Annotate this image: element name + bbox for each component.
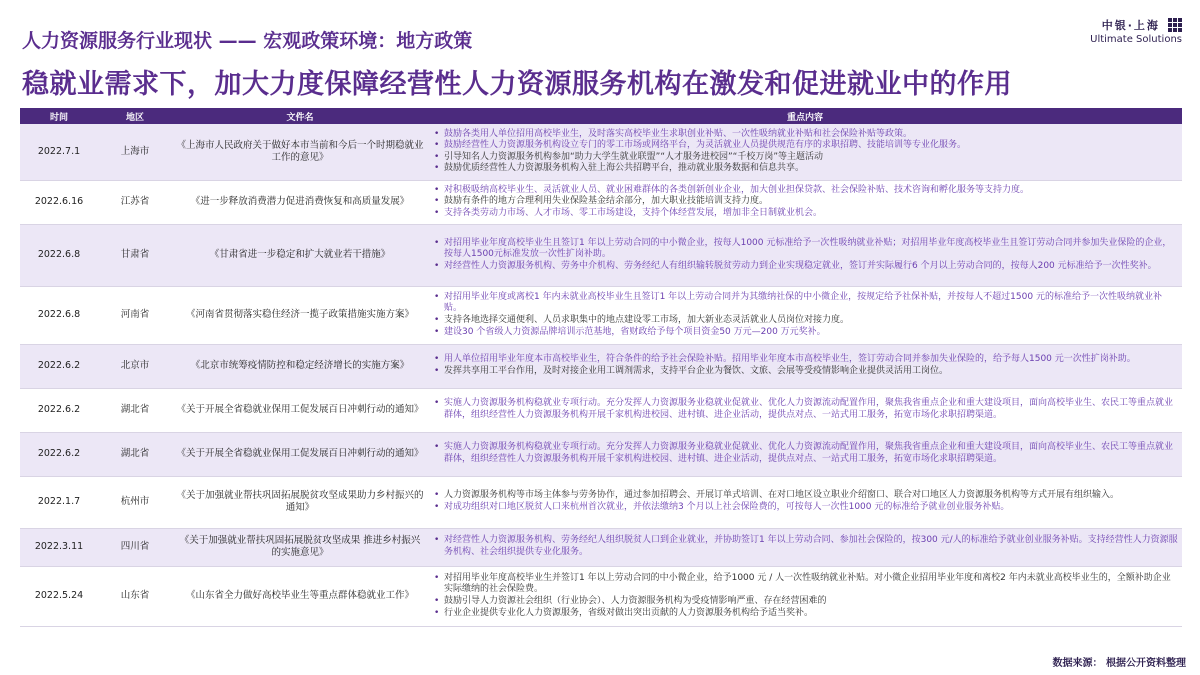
cell-document: 《关于开展全省稳就业保用工促发展百日冲刺行动的通知》 <box>172 388 428 432</box>
cell-content <box>428 124 1182 180</box>
key-point: • 人力资源服务机构等市场主体参与劳务协作，通过参加招聘会、开展订单式培训、在对口地区设立职业介绍窗口、联合对口地区人力资源服务机构等方式开展有组织输入。 <box>444 490 1178 502</box>
key-point: • 对招用毕业年度或离校1 年内未就业高校毕业生且签订1 年以上劳动合同并为其缴纳社保的中小微企业，按规定给予社保补贴，并按每人不超过1500 元的标准给予一次性吸纳就业补贴。 <box>444 292 1178 315</box>
data-source-note: 数据来源： 根据公开资料整理 <box>1052 658 1186 669</box>
key-point: • 实施人力资源服务机构稳就业专项行动。充分发挥人力资源服务业稳就业促就业、优化人力资源流动配置作用，聚焦我省重点企业和重大建设项目，面向高校毕业生、农民工等重点就业群体，组织经营性人力资源服务机构开展千家机构进校园、进村镇、进企业活动，提供点对点、一站式用工服务，拓宽市场化求职招聘渠道。 <box>444 442 1178 465</box>
key-point: • 实施人力资源服务机构稳就业专项行动。充分发挥人力资源服务业稳就业促就业、优化人力资源流动配置作用，聚焦我省重点企业和重大建设项目，面向高校毕业生、农民工等重点就业群体，组织经营性人力资源服务机构开展千家机构进校园、进村镇、进企业活动，提供点对点、一站式用工服务，拓宽市场化求职招聘渠道。 <box>444 398 1178 421</box>
cell-date: 2022.6.16 <box>20 180 98 224</box>
cell-region: 四川省 <box>98 528 172 566</box>
key-points-list <box>432 185 1178 220</box>
cell-document: 《进一步释放消费潜力促进消费恢复和高质量发展》 <box>172 180 428 224</box>
cell-date: 2022.6.8 <box>20 286 98 344</box>
cell-region: 湖北省 <box>98 388 172 432</box>
key-point: • 引导知名人力资源服务机构参加“助力大学生就业联盟”“人才服务进校园”“千校万岗”等主题活动 <box>444 152 1178 164</box>
key-point: • 对成功组织对口地区脱贫人口来杭州首次就业，并依法缴纳3 个月以上社会保险费的，可按每人一次性1000 元的标准给予就业创业服务补贴。 <box>444 502 1178 514</box>
cell-document: 《关于加强就业帮扶巩固拓展脱贫攻坚成果助力乡村振兴的通知》 <box>172 476 428 528</box>
col-header-region: 地区 <box>98 108 172 124</box>
logo-mark-icon <box>1168 18 1182 32</box>
cell-content <box>428 476 1182 528</box>
key-point: • 对招用毕业年度高校毕业生并签订1 年以上劳动合同的中小微企业，给予1000 元 / 人一次性吸纳就业补贴。对小微企业招用毕业年度和离校2 年内未就业高校毕业生的，全额补助企业实际缴纳的社会保险费。 <box>444 573 1178 596</box>
table-row <box>20 344 1182 388</box>
key-points-list <box>432 398 1178 421</box>
cell-document: 《河南省贯彻落实稳住经济一揽子政策措施实施方案》 <box>172 286 428 344</box>
cell-document: 《甘肃省进一步稳定和扩大就业若干措施》 <box>172 224 428 286</box>
key-point: • 用人单位招用毕业年度本市高校毕业生，符合条件的给予社会保险补贴。招用毕业年度本市高校毕业生，签订劳动合同并参加失业保险的，给予每人1500 元一次性扩岗补助。 <box>444 354 1178 366</box>
cell-content <box>428 224 1182 286</box>
table-header-row <box>20 108 1182 124</box>
policy-table <box>20 108 1182 627</box>
cell-document: 《上海市人民政府关于做好本市当前和今后一个时期稳就业工作的意见》 <box>172 124 428 180</box>
key-points-list <box>432 535 1178 558</box>
key-points-list <box>432 490 1178 513</box>
cell-date: 2022.3.11 <box>20 528 98 566</box>
cell-region: 北京市 <box>98 344 172 388</box>
key-point: • 支持各类劳动力市场、人才市场、零工市场建设，支持个体经营发展，增加非全日制就业机会。 <box>444 208 1178 220</box>
cell-date: 2022.6.8 <box>20 224 98 286</box>
cell-content <box>428 344 1182 388</box>
key-point: • 支持各地选择交通便利、人员求职集中的地点建设零工市场，加大新业态灵活就业人员岗位对接力度。 <box>444 315 1178 327</box>
cell-region: 湖北省 <box>98 432 172 476</box>
cell-document: 《北京市统筹疫情防控和稳定经济增长的实施方案》 <box>172 344 428 388</box>
brand-logo <box>1072 14 1182 45</box>
key-point: • 建设30 个省级人力资源品牌培训示范基地，省财政给予每个项目资金50 万元—200 万元奖补。 <box>444 327 1178 339</box>
cell-content <box>428 388 1182 432</box>
cell-date: 2022.6.2 <box>20 432 98 476</box>
table-row <box>20 566 1182 626</box>
key-points-list <box>432 442 1178 465</box>
table-body <box>20 124 1182 626</box>
table-row <box>20 124 1182 180</box>
key-points-list <box>432 573 1178 619</box>
cell-document: 《关于开展全省稳就业保用工促发展百日冲刺行动的通知》 <box>172 432 428 476</box>
key-points-list <box>432 292 1178 338</box>
key-point: • 对经营性人力资源服务机构、劳务经纪人组织脱贫人口到企业就业，并协助签订1 年以上劳动合同、参加社会保险的，按300 元/人的标准给予就业创业服务补贴。支持经营性人力资源服务机构、社会组织提供专业化服务。 <box>444 535 1178 558</box>
cell-date: 2022.6.2 <box>20 388 98 432</box>
key-point: • 对积极吸纳高校毕业生、灵活就业人员、就业困难群体的各类创新创业企业，加大创业担保贷款、社会保险补贴、技术咨询和孵化服务等支持力度。 <box>444 185 1178 197</box>
cell-content <box>428 432 1182 476</box>
col-header-date: 时间 <box>20 108 98 124</box>
cell-date: 2022.5.24 <box>20 566 98 626</box>
col-header-document: 文件名 <box>172 108 428 124</box>
table-row <box>20 432 1182 476</box>
table-row <box>20 180 1182 224</box>
key-point: • 鼓励各类用人单位招用高校毕业生，及时落实高校毕业生求职创业补贴、一次性吸纳就业补贴和社会保险补贴等政策。 <box>444 129 1178 141</box>
cell-date: 2022.7.1 <box>20 124 98 180</box>
cell-region: 甘肃省 <box>98 224 172 286</box>
key-point: • 行业企业提供专业化人力资源服务，省级对做出突出贡献的人力资源服务机构给予适当奖补。 <box>444 608 1178 620</box>
key-point: • 对经营性人力资源服务机构、劳务中介机构、劳务经纪人有组织输转脱贫劳动力到企业实现稳定就业，签订并实际履行6 个月以上劳动合同的，按每人200 元标准给予一次性奖补。 <box>444 261 1178 273</box>
key-point: • 鼓励有条件的地方合理利用失业保险基金结余部分，加大职业技能培训支持力度。 <box>444 196 1178 208</box>
section-title: 人力资源服务行业现状 —— 宏观政策环境：地方政策 <box>22 30 473 52</box>
cell-date: 2022.1.7 <box>20 476 98 528</box>
table-row <box>20 224 1182 286</box>
key-point: • 鼓励引导人力资源社会组织（行业协会）、人力资源服务机构为受疫情影响严重、存在经营困难的 <box>444 596 1178 608</box>
table-row <box>20 476 1182 528</box>
table-row <box>20 388 1182 432</box>
cell-content <box>428 528 1182 566</box>
cell-document: 《山东省全力做好高校毕业生等重点群体稳就业工作》 <box>172 566 428 626</box>
table-row <box>20 286 1182 344</box>
col-header-content: 重点内容 <box>428 108 1182 124</box>
key-points-list <box>432 354 1178 377</box>
key-point: • 鼓励经营性人力资源服务机构设立专门的零工市场或网络平台，为灵活就业人员提供规范有序的求职招聘、技能培训等专业化服务。 <box>444 140 1178 152</box>
cell-date: 2022.6.2 <box>20 344 98 388</box>
cell-region: 山东省 <box>98 566 172 626</box>
key-point: • 发挥共享用工平台作用，及时对接企业用工调剂需求，支持平台企业为餐饮、文旅、会展等受疫情影响企业提供灵活用工岗位。 <box>444 366 1178 378</box>
cell-content <box>428 286 1182 344</box>
slide-headline: 稳就业需求下，加大力度保障经营性人力资源服务机构在激发和促进就业中的作用 <box>22 69 1012 100</box>
cell-document: 《关于加强就业帮扶巩固拓展脱贫攻坚成果 推进乡村振兴的实施意见》 <box>172 528 428 566</box>
key-points-list <box>432 238 1178 273</box>
key-points-list <box>432 129 1178 175</box>
key-point: • 鼓励优质经营性人力资源服务机构入驻上海公共招聘平台，推动就业服务数据和信息共享。 <box>444 163 1178 175</box>
cell-region: 上海市 <box>98 124 172 180</box>
key-point: • 对招用毕业年度高校毕业生且签订1 年以上劳动合同的中小微企业，按每人1000 元标准给予一次性吸纳就业补贴；对招用毕业年度高校毕业生且签订劳动合同并参加失业保险的企业，按每人1500元标准发放一次性扩岗补助。 <box>444 238 1178 261</box>
cell-content <box>428 180 1182 224</box>
logo-cn-text: 中银·上海 <box>1101 18 1160 32</box>
table-row <box>20 528 1182 566</box>
logo-en-text: Ultimate Solutions <box>1090 34 1182 45</box>
cell-region: 江苏省 <box>98 180 172 224</box>
cell-region: 杭州市 <box>98 476 172 528</box>
cell-content <box>428 566 1182 626</box>
cell-region: 河南省 <box>98 286 172 344</box>
